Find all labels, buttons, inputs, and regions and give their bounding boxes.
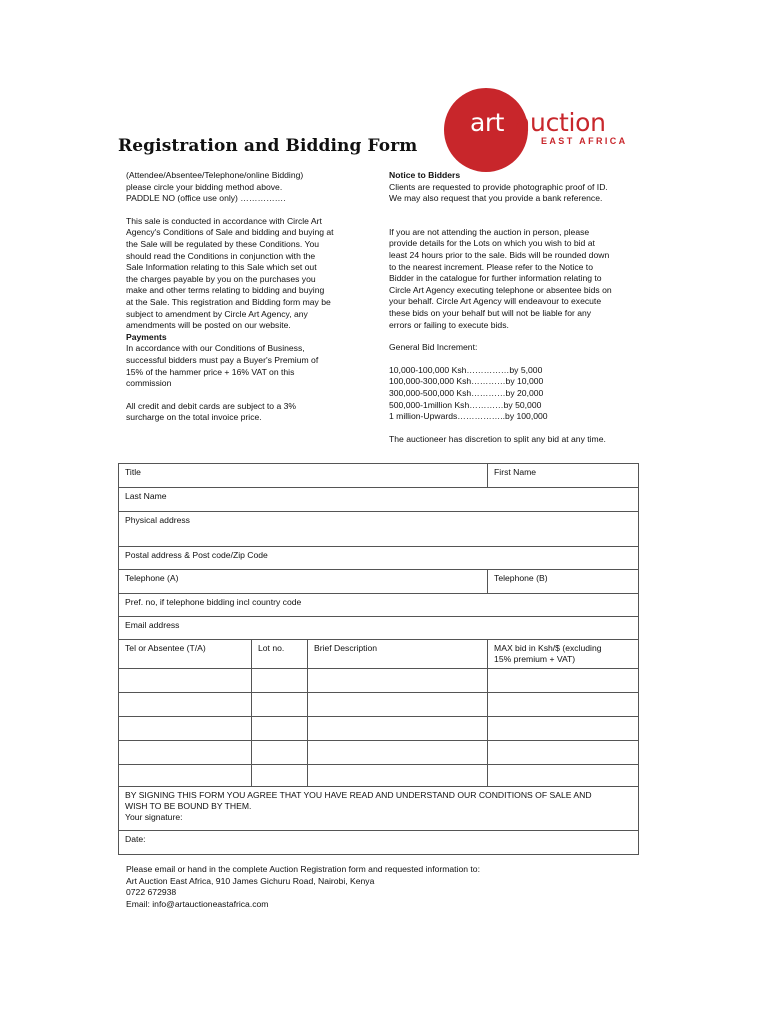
notice-heading: Notice to Bidders [389,170,461,180]
conditions-line: subject to amendment by Circle Art Agency, any [126,308,308,319]
telephone-b-label: Telephone (B) [494,573,548,583]
absent-line: If you are not attending the auction in person, please [389,226,590,237]
bid-cell-desc[interactable] [308,669,488,693]
payments-line: In accordance with our Conditions of Business, [126,343,305,354]
agreement-line: WISH TO BE BOUND BY THEM. [125,801,252,811]
payments-line: commission [126,378,172,389]
absent-line: your behalf. Circle Art Agency will endeavour to execute [389,296,602,307]
bid-cell-lot[interactable] [252,765,308,787]
payments-heading: Payments [126,331,167,342]
logo-art-text: art [470,108,504,137]
col-header-tel-absentee: Tel or Absentee (T/A) [119,640,252,669]
absent-line: these bids on your behalf but will not be liable for any [389,307,592,318]
increment-heading: General Bid Increment: [389,342,478,353]
conditions-line: should read the Conditions in conjunction with the [126,250,316,261]
bid-cell-lot[interactable] [252,693,308,717]
increment-line: 500,000-1million Ksh…………by 50,000 [389,399,542,410]
last-name-field[interactable] [119,488,639,512]
email-field[interactable] [119,617,639,640]
bid-cell-lot[interactable] [252,741,308,765]
bid-cell-desc[interactable] [308,765,488,787]
conditions-line: This sale is conducted in accordance with Circle Art [126,215,322,226]
conditions-line: Agency's Conditions of Sale and bidding and buying at [126,227,334,238]
registration-form [118,463,639,855]
footer-line: Please email or hand in the complete Auction Registration form and requested information to: [126,864,480,874]
absent-line: to the nearest increment. Please refer to the Notice to [389,261,593,272]
footer-line: 0722 672938 [126,887,177,898]
first-name-field[interactable] [488,464,639,488]
bid-cell-tel[interactable] [119,741,252,765]
absent-line: Bidder in the catalogue for further information relating to [389,273,602,284]
title-label: Title [125,467,141,477]
absent-line: Circle Art Agency executing telephone or absentee bids on [389,284,612,295]
bid-cell-max[interactable] [488,717,639,741]
first-name-label: First Name [494,467,537,477]
absent-line: least 24 hours prior to the sale. Bids will be rounded down [389,249,610,260]
col-header-description: Brief Description [308,640,488,669]
bid-cell-max[interactable] [488,693,639,717]
physical-address-field[interactable] [119,512,639,547]
bid-cell-lot[interactable] [252,669,308,693]
col-header-max-bid: MAX bid in Ksh/$ (excluding 15% premium + VAT) [488,640,639,669]
absent-line: provide details for the Lots on which you wish to bid at [389,238,595,249]
conditions-line: the Sale will be regulated by these Conditions. You [126,238,320,249]
bid-cell-tel[interactable] [119,717,252,741]
bid-cell-max[interactable] [488,765,639,787]
pref-no-label: Pref. no, if telephone bidding incl country code [125,597,302,607]
signature-label: Your signature: [125,812,183,822]
last-name-label: Last Name [125,491,167,501]
telephone-b-field[interactable] [488,570,639,594]
logo-auction-text: auction [515,108,606,137]
increment-line: 100,000-300,000 Ksh…………by 10,000 [389,376,544,387]
increment-line: 1 million-Upwards……………..by 100,000 [389,411,548,422]
notice-line: We may also request that you provide a bank reference. [389,193,603,204]
absent-line: errors or failing to execute bids. [389,319,509,330]
postal-address-field[interactable] [119,547,639,570]
telephone-a-field[interactable] [119,570,488,594]
footer-contact [126,864,626,910]
increment-line: 10,000-100,000 Ksh……………by 5,000 [389,364,543,375]
bid-cell-desc[interactable] [308,741,488,765]
conditions-line: at the Sale. This registration and Bidding form may be [126,296,331,307]
bid-cell-lot[interactable] [252,717,308,741]
payments-line: 15% of the hammer price + 16% VAT on this [126,366,295,377]
signature-field[interactable] [119,787,639,831]
bid-cell-max[interactable] [488,669,639,693]
bid-cell-tel[interactable] [119,669,252,693]
bid-cell-max[interactable] [488,741,639,765]
left-column [126,170,376,424]
bid-cell-tel[interactable] [119,693,252,717]
notice-line: Clients are requested to provide photographic proof of ID. [389,181,608,192]
page-title: Registration and Bidding Form [118,136,418,156]
method-note-line: please circle your bidding method above. [126,181,283,192]
agreement-line: BY SIGNING THIS FORM YOU AGREE THAT YOU HAVE READ AND UNDERSTAND OUR CONDITIONS OF SALE AND [125,790,592,800]
footer-line: Art Auction East Africa, 910 James Gichuru Road, Nairobi, Kenya [126,875,375,886]
conditions-line: Sale Information relating to this Sale which set out [126,262,317,273]
bid-cell-desc[interactable] [308,717,488,741]
increment-line: 300,000-500,000 Ksh…………by 20,000 [389,387,544,398]
title-field[interactable] [119,464,488,488]
col-header-lot: Lot no. [252,640,308,669]
pref-no-field[interactable] [119,594,639,617]
conditions-line: the charges payable by you on the purchases you [126,273,316,284]
method-note-line: (Attendee/Absentee/Telephone/online Bidding) [126,170,304,180]
date-field[interactable] [119,831,639,855]
bid-cell-tel[interactable] [119,765,252,787]
footer-email[interactable]: Email: info@artauctioneastafrica.com [126,898,269,909]
conditions-line: amendments will be posted on our website. [126,320,291,331]
postal-address-label: Postal address & Post code/Zip Code [125,550,268,560]
right-column [389,170,649,445]
method-note-line: PADDLE NO (office use only) ……………. [126,193,286,204]
telephone-a-label: Telephone (A) [125,573,179,583]
conditions-line: make and other terms relating to bidding and buying [126,285,325,296]
email-label: Email address [125,620,180,630]
bid-cell-desc[interactable] [308,693,488,717]
physical-address-label: Physical address [125,515,190,525]
cards-line: surcharge on the total invoice price. [126,412,262,423]
payments-line: successful bidders must pay a Buyer's Premium of [126,354,319,365]
logo-region-text: EAST AFRICA [541,136,628,146]
date-label: Date: [125,834,146,844]
discretion-note: The auctioneer has discretion to split any bid at any time. [389,433,606,444]
cards-line: All credit and debit cards are subject to a 3% [126,400,297,411]
